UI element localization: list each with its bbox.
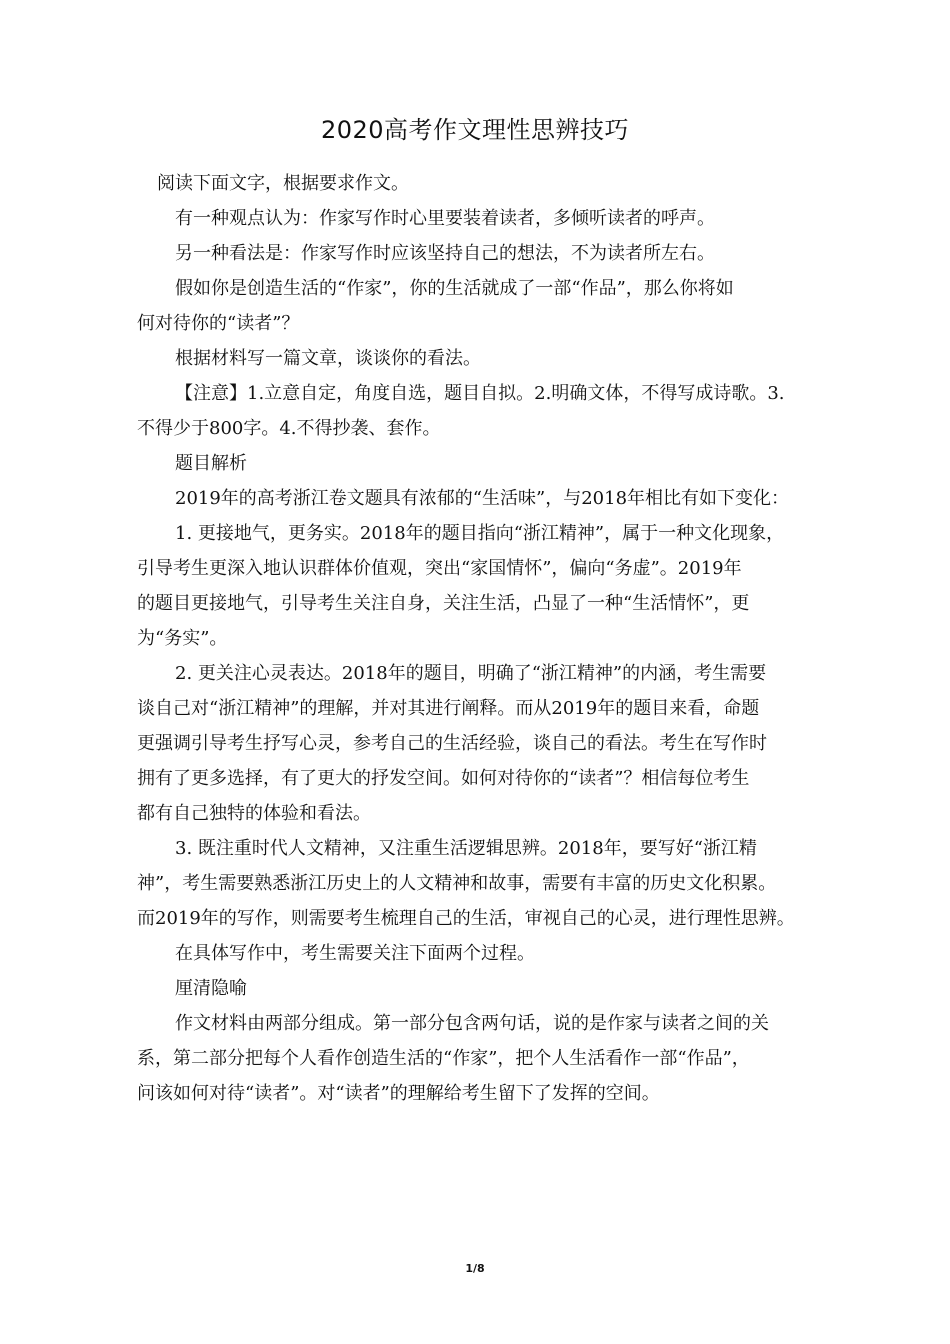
text-line: 问该如何对待“读者”。对“读者”的理解给考生留下了发挥的空间。	[137, 1083, 660, 1104]
document-body	[137, 166, 837, 1111]
paragraph	[137, 971, 837, 1006]
text-line: 神”，考生需要熟悉浙江历史上的人文精神和故事，需要有丰富的历史文化积累。	[137, 873, 777, 894]
paragraph	[137, 516, 837, 656]
text-line: 更强调引导考生抒写心灵，参考自己的生活经验，谈自己的看法。考生在写作时	[137, 733, 767, 754]
text-line: 作文材料由两部分组成。第一部分包含两句话，说的是作家与读者之间的关	[175, 1013, 769, 1034]
text-line: 何对待你的“读者”？	[137, 313, 300, 334]
text-line: 【注意】1.立意自定，角度自选，题目自拟。2.明确文体，不得写成诗歌。3.	[175, 383, 785, 404]
paragraph	[137, 481, 837, 516]
text-line: 为“务实”。	[137, 628, 228, 649]
document-title: 2020高考作文理性思辨技巧	[320, 116, 630, 144]
text-line: 题目解析	[175, 453, 247, 474]
text-line: 假如你是创造生活的“作家”，你的生活就成了一部“作品”，那么你将如	[175, 278, 734, 299]
page-number: 1/8	[465, 1262, 485, 1275]
text-line: 而2019年的写作，则需要考生梳理自己的生活，审视自己的心灵，进行理性思辨。	[137, 908, 795, 929]
text-line: 系，第二部分把每个人看作创造生活的“作家”，把个人生活看作一部“作品”，	[137, 1048, 750, 1069]
text-line: 拥有了更多选择，有了更大的抒发空间。如何对待你的“读者”？相信每位考生	[137, 768, 750, 789]
paragraph	[137, 446, 837, 481]
paragraph	[137, 936, 837, 971]
text-line: 3. 既注重时代人文精神，又注重生活逻辑思辨。2018年，要写好“浙江精	[175, 838, 757, 859]
paragraph	[137, 201, 837, 236]
text-line: 厘清隐喻	[175, 978, 247, 999]
text-line: 不得少于800字。4.不得抄袭、套作。	[137, 418, 441, 439]
text-line: 2019年的高考浙江卷文题具有浓郁的“生活味”，与2018年相比有如下变化：	[175, 488, 790, 509]
text-line: 的题目更接地气，引导考生关注自身，关注生活，凸显了一种“生活情怀”，更	[137, 593, 750, 614]
text-line: 在具体写作中，考生需要关注下面两个过程。	[175, 943, 535, 964]
paragraph	[137, 166, 837, 201]
paragraph	[137, 271, 837, 341]
paragraph	[137, 341, 837, 376]
paragraph	[137, 831, 837, 936]
text-line: 1. 更接地气，更务实。2018年的题目指向“浙江精神”，属于一种文化现象，	[175, 523, 785, 544]
text-line: 谈自己对“浙江精神”的理解，并对其进行阐释。而从2019年的题目来看，命题	[137, 698, 760, 719]
paragraph	[137, 376, 837, 446]
text-line: 阅读下面文字，根据要求作文。	[157, 173, 409, 194]
text-line: 另一种看法是：作家写作时应该坚持自己的想法，不为读者所左右。	[175, 243, 715, 264]
text-line: 引导考生更深入地认识群体价值观，突出“家国情怀”，偏向“务虚”。2019年	[137, 558, 742, 579]
text-line: 根据材料写一篇文章，谈谈你的看法。	[175, 348, 481, 369]
text-line: 2. 更关注心灵表达。2018年的题目，明确了“浙江精神”的内涵，考生需要	[175, 663, 767, 684]
paragraph	[137, 656, 837, 831]
text-line: 有一种观点认为：作家写作时心里要装着读者，多倾听读者的呼声。	[175, 208, 715, 229]
paragraph	[137, 1006, 837, 1111]
text-line: 都有自己独特的体验和看法。	[137, 803, 371, 824]
paragraph	[137, 236, 837, 271]
